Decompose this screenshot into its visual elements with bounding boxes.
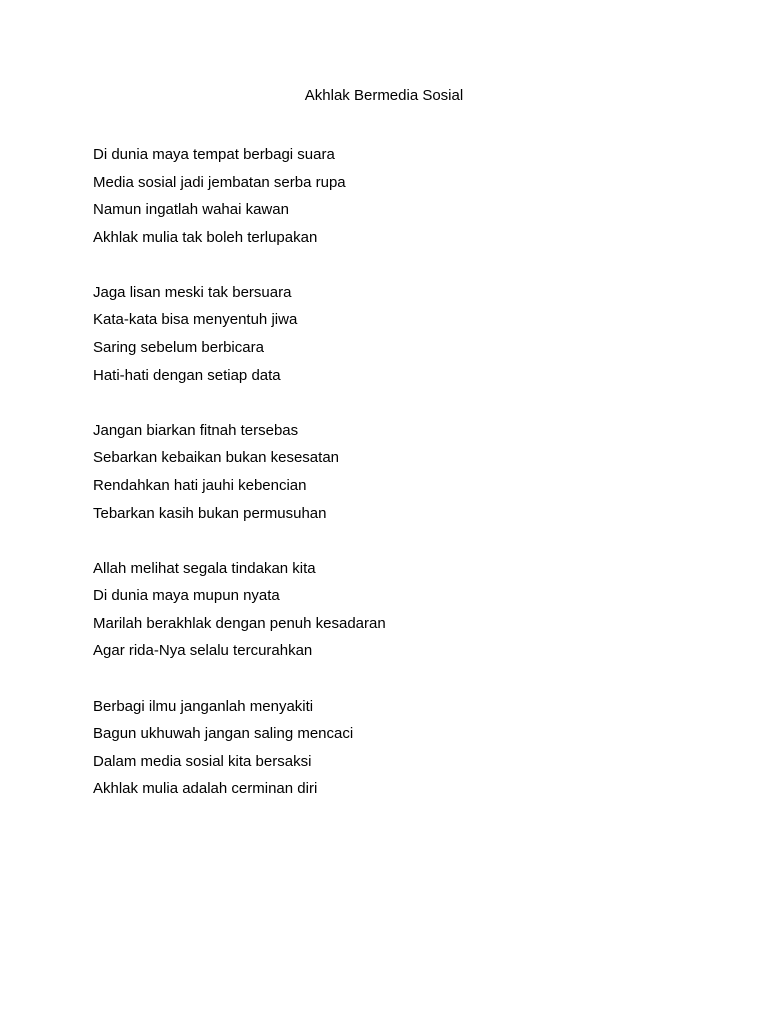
poem-line: Berbagi ilmu janganlah menyakiti (93, 697, 314, 715)
poem-line: Hati-hati dengan setiap data (93, 366, 281, 384)
poem-line: Akhlak mulia adalah cerminan diri (93, 780, 318, 798)
poem-line: Dalam media sosial kita bersaksi (93, 752, 312, 770)
poem-line: Agar rida-Nya selalu tercurahkan (93, 642, 313, 660)
stanza-4 (93, 555, 693, 665)
poem-line: Di dunia maya mupun nyata (93, 587, 280, 605)
poem-line: Rendahkan hati jauhi kebencian (93, 476, 307, 494)
stanza-2 (93, 279, 693, 389)
poem-line: Media sosial jadi jembatan serba rupa (93, 173, 346, 191)
poem-body (93, 141, 693, 830)
poem-line: Sebarkan kebaikan bukan kesesatan (93, 449, 340, 467)
poem-line: Akhlak mulia tak boleh terlupakan (93, 228, 318, 246)
poem-line: Jangan biarkan fitnah tersebas (93, 421, 299, 439)
poem-line: Saring sebelum berbicara (93, 339, 264, 357)
document-title: Akhlak Bermedia Sosial (304, 87, 464, 104)
stanza-1 (93, 141, 693, 251)
poem-line: Bagun ukhuwah jangan saling mencaci (93, 725, 354, 743)
poem-line: Allah melihat segala tindakan kita (93, 559, 316, 577)
poem-line: Jaga lisan meski tak bersuara (93, 283, 292, 301)
poem-line: Marilah berakhlak dengan penuh kesadaran (93, 614, 386, 632)
poem-line: Kata-kata bisa menyentuh jiwa (93, 311, 298, 329)
poem-line: Namun ingatlah wahai kawan (93, 201, 289, 219)
stanza-5 (93, 693, 693, 803)
poem-line: Tebarkan kasih bukan permusuhan (93, 504, 327, 522)
stanza-3 (93, 417, 693, 527)
poem-line: Di dunia maya tempat berbagi suara (93, 146, 335, 163)
